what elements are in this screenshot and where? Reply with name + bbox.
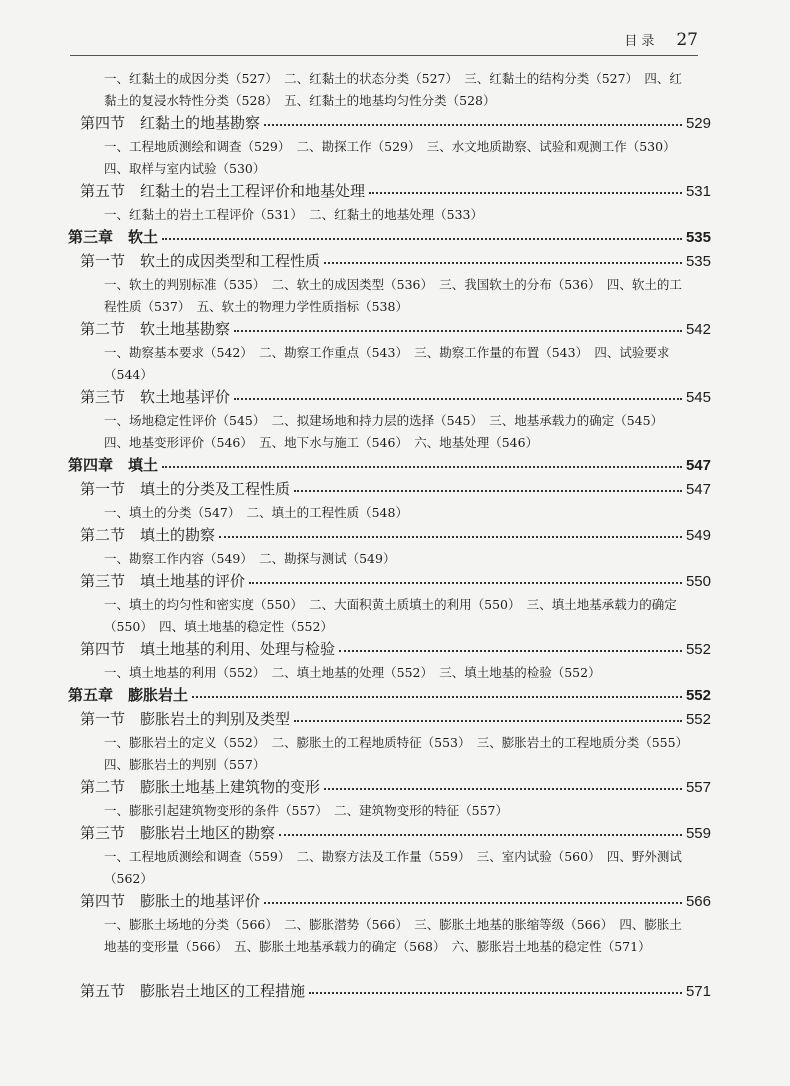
toc-page-number: 529 [685, 115, 711, 132]
toc-subitems: 一、软土的判别标准（535） 二、软土的成因类型（536） 三、我国软土的分布（536） 四、软土的工程性质（537） 五、软土的物理力学性质指标（538） [104, 277, 682, 314]
toc-section[interactable] [64, 570, 711, 594]
leader-dots [264, 894, 682, 904]
header-page-number: 27 [676, 30, 698, 50]
toc-subitems: 一、场地稳定性评价（545） 二、拟建场地和持力层的选择（545） 三、地基承载力的确定（545） 四、地基变形评价（546） 五、地下水与施工（546） 六、地基处理（546） [104, 413, 670, 450]
toc-subitems: 一、填土的均匀性和密实度（550） 二、大面积黄土质填土的利用（550） 三、填土地基承载力的确定（550） 四、填土地基的稳定性（552） [104, 597, 677, 634]
toc-section-title: 第四节 膨胀土的地基评价 [80, 892, 261, 910]
leader-dots [369, 184, 682, 194]
toc-chapter-title: 第五章 膨胀岩土 [68, 686, 189, 704]
toc-page-number: 547 [685, 481, 711, 498]
toc-subitems: 一、工程地质测绘和调查（529） 二、勘探工作（529） 三、水文地质勘察、试验和观测工作（530） 四、取样与室内试验（530） [104, 139, 682, 176]
toc-section[interactable] [64, 638, 711, 662]
leader-dots [219, 528, 682, 538]
toc-section[interactable] [64, 180, 711, 204]
leader-dots [249, 574, 682, 584]
toc-section-title: 第五节 红黏土的岩土工程评价和地基处理 [80, 182, 366, 200]
toc-section-title: 第三节 填土地基的评价 [80, 572, 246, 590]
leader-dots [294, 482, 682, 492]
toc-chapter-title: 第四章 填土 [68, 456, 159, 474]
toc-subitems: 一、红黏土的岩土工程评价（531） 二、红黏土的地基处理（533） [104, 207, 483, 222]
toc-section-title: 第五节 膨胀岩土地区的工程措施 [80, 982, 306, 1000]
toc-section[interactable] [64, 112, 711, 136]
toc-page-number: 559 [685, 825, 711, 842]
leader-dots [162, 230, 682, 240]
leader-dots [264, 116, 682, 126]
toc-section-title: 第三节 软土地基评价 [80, 388, 231, 406]
toc-chapter[interactable] [64, 454, 711, 478]
toc-page-number: 557 [685, 779, 711, 796]
toc-chapter-title: 第三章 软土 [68, 228, 159, 246]
toc-subitems: 一、膨胀土场地的分类（566） 二、膨胀潜势（566） 三、膨胀土地基的胀缩等级（566） 四、膨胀土地基的变形量（566） 五、膨胀土地基承载力的确定（568） 六、膨胀岩土地基的稳定性（571） [104, 917, 682, 954]
leader-dots [162, 458, 682, 468]
toc-subitems: 一、膨胀岩土的定义（552） 二、膨胀土的工程地质特征（553） 三、膨胀岩土的工程地质分类（555） 四、膨胀岩土的判别（557） [104, 735, 695, 772]
toc-section-title: 第二节 填土的勘察 [80, 526, 216, 544]
table-of-contents [64, 68, 711, 1004]
leader-dots [192, 688, 682, 698]
toc-page-number: 531 [685, 183, 711, 200]
toc-section-title: 第二节 软土地基勘察 [80, 320, 231, 338]
toc-section-title: 第一节 填土的分类及工程性质 [80, 480, 291, 498]
toc-section[interactable] [64, 980, 711, 1004]
header-label: 目录 [624, 34, 659, 49]
leader-dots [339, 642, 682, 652]
toc-section[interactable] [64, 776, 711, 800]
page-header [70, 30, 698, 54]
toc-section-title: 第一节 膨胀岩土的判别及类型 [80, 710, 291, 728]
leader-dots [234, 322, 682, 332]
toc-page-number: 535 [685, 253, 711, 270]
toc-section-title: 第四节 填土地基的利用、处理与检验 [80, 640, 336, 658]
leader-dots [294, 712, 682, 722]
toc-page-number: 542 [685, 321, 711, 338]
toc-section-title: 第四节 红黏土的地基勘察 [80, 114, 261, 132]
toc-section-title: 第三节 膨胀岩土地区的勘察 [80, 824, 276, 842]
toc-page-number: 550 [685, 573, 711, 590]
toc-section[interactable] [64, 250, 711, 274]
toc-section[interactable] [64, 524, 711, 548]
toc-subitems: 一、红黏土的成因分类（527） 二、红黏土的状态分类（527） 三、红黏土的结构分类（527） 四、红黏土的复浸水特性分类（528） 五、红黏土的地基均匀性分类（528） [104, 71, 682, 108]
toc-section[interactable] [64, 822, 711, 846]
header-rule [70, 55, 698, 56]
toc-subitems: 一、勘察工作内容（549） 二、勘探与测试（549） [104, 551, 396, 566]
leader-dots [234, 390, 682, 400]
toc-page-number: 547 [685, 457, 711, 474]
leader-dots [324, 780, 682, 790]
toc-page-number: 566 [685, 893, 711, 910]
toc-section[interactable] [64, 890, 711, 914]
toc-page-number: 535 [685, 229, 711, 246]
toc-chapter[interactable] [64, 226, 711, 250]
leader-dots [324, 254, 682, 264]
toc-section-title: 第一节 软土的成因类型和工程性质 [80, 252, 321, 270]
toc-subitems: 一、工程地质测绘和调查（559） 二、勘察方法及工作量（559） 三、室内试验（560） 四、野外测试（562） [104, 849, 682, 886]
toc-section[interactable] [64, 708, 711, 732]
toc-page-number: 549 [685, 527, 711, 544]
toc-page-number: 552 [685, 641, 711, 658]
toc-page-number: 552 [685, 711, 711, 728]
toc-page-number: 552 [685, 687, 711, 704]
toc-subitems: 一、填土的分类（547） 二、填土的工程性质（548） [104, 505, 408, 520]
toc-section-title: 第二节 膨胀土地基上建筑物的变形 [80, 778, 321, 796]
toc-section[interactable] [64, 386, 711, 410]
leader-dots [279, 826, 682, 836]
toc-subitems: 一、勘察基本要求（542） 二、勘察工作重点（543） 三、勘察工作量的布置（543） 四、试验要求（544） [104, 345, 670, 382]
toc-section[interactable] [64, 318, 711, 342]
toc-subitems: 一、膨胀引起建筑物变形的条件（557） 二、建筑物变形的特征（557） [104, 803, 508, 818]
toc-subitems: 一、填土地基的利用（552） 二、填土地基的处理（552） 三、填土地基的检验（552） [104, 665, 601, 680]
toc-chapter[interactable] [64, 684, 711, 708]
toc-page-number: 571 [685, 983, 711, 1000]
toc-page-number: 545 [685, 389, 711, 406]
toc-section[interactable] [64, 478, 711, 502]
leader-dots [309, 984, 682, 994]
